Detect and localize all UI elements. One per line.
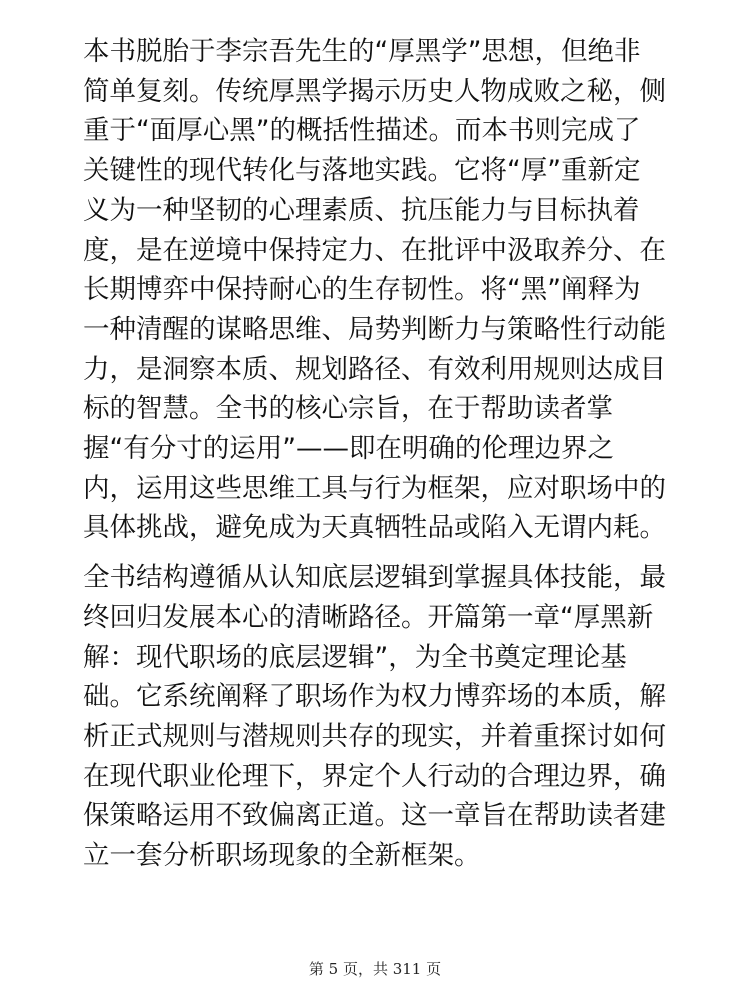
text-line: 析正式规则与潜规则共存的现实，并着重探讨如何: [83, 720, 666, 752]
paragraph-1: [83, 32, 668, 548]
text-line: 度，是在逆境中保持定力、在批评中汲取养分、在: [83, 234, 666, 266]
text-line: 内，运用这些思维工具与行为框架，应对职场中的: [83, 472, 666, 504]
text-line: 全书结构遵循从认知底层逻辑到掌握具体技能，最: [83, 562, 666, 594]
text-line: 具体挑战，避免成为天真牺牲品或陷入无谓内耗。: [83, 512, 666, 544]
text-line: 标的智慧。全书的核心宗旨，在于帮助读者掌: [83, 393, 613, 425]
text-line: 握“有分寸的运用”——即在明确的伦理边界之: [83, 433, 614, 465]
paragraph-2: [83, 558, 668, 876]
text-line: 础。它系统阐释了职场作为权力博弈场的本质，解: [83, 681, 666, 713]
body-text: [83, 32, 668, 876]
text-line: 重于“面厚心黑”的概括性描述。而本书则完成了: [83, 115, 641, 147]
text-line: 一种清醒的谋略思维、局势判断力与策略性行动能: [83, 313, 666, 345]
text-line: 义为一种坚韧的心理素质、抗压能力与目标执着: [83, 194, 640, 226]
text-line: 力，是洞察本质、规划路径、有效利用规则达成目: [83, 353, 666, 385]
text-line: 保策略运用不致偏离正道。这一章旨在帮助读者建: [83, 800, 666, 832]
text-line: 简单复刻。传统厚黑学揭示历史人物成败之秘，侧: [83, 75, 666, 107]
page-number-footer: 第 5 页，共 311 页: [308, 960, 442, 978]
paragraph-spacer: [83, 548, 668, 558]
text-line: 解：现代职场的底层逻辑”，为全书奠定理论基: [83, 641, 627, 673]
text-line: 终回归发展本心的清晰路径。开篇第一章“厚黑新: [83, 601, 654, 633]
text-line: 立一套分析职场现象的全新框架。: [83, 840, 481, 872]
text-line: 关键性的现代转化与落地实践。它将“厚”重新定: [83, 155, 641, 187]
text-line: 长期博弈中保持耐心的生存韧性。将“黑”阐释为: [83, 274, 641, 306]
text-line: 在现代职业伦理下，界定个人行动的合理边界，确: [83, 760, 666, 792]
text-line: 本书脱胎于李宗吾先生的“厚黑学”思想，但绝非: [83, 36, 641, 67]
